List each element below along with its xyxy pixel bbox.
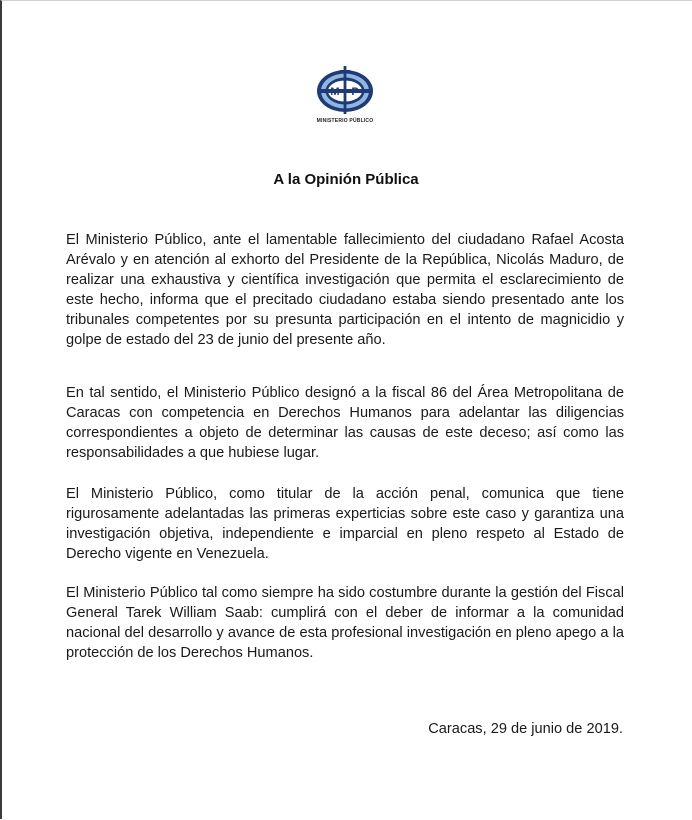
logo-initial-m: M <box>330 86 340 98</box>
paragraph-4: El Ministerio Público tal como siempre ha sido costumbre durante la gestión del Fiscal General Tarek William Saab: cumplirá con el deber de informar a la comunidad nacional del desarrollo y avance de esta profesional investigación en pleno apego a la protección de los Derechos Humanos. <box>66 585 624 661</box>
mp-emblem-icon <box>300 64 390 118</box>
logo-caption: MINISTERIO PÚBLICO <box>316 118 374 124</box>
paragraph-1: El Ministerio Público, ante el lamentable fallecimiento del ciudadano Rafael Acosta Arévalo y en atención al exhorto del Presidente de la República, Nicolás Maduro, de realizar una exhaustiva y científica investigación que permita el esclarecimiento de este hecho, informa que el precitado ciudadano estaba siendo presentado ante los tribunales competentes por su presunta participación en el intento de magnicidio y golpe de estado del 23 de junio del presente año. <box>66 232 624 348</box>
paragraph-3: El Ministerio Público, como titular de la acción penal, comunica que tiene rigurosamente adelantadas las primeras experticias sobre este caso y garantiza una investigación objetiva, independiente e imparcial en pleno respeto al Estado de Derecho vigente en Venezuela. <box>66 486 624 562</box>
document-title: A la Opinión Pública <box>273 171 419 188</box>
ministerio-publico-logo <box>300 64 390 128</box>
logo-initial-p: P <box>351 86 359 98</box>
place-and-date: Caracas, 29 de junio de 2019. <box>428 721 623 737</box>
paragraph-2: En tal sentido, el Ministerio Público designó a la fiscal 86 del Área Metropolitana de Caracas con competencia en Derechos Humanos para adelantar las diligencias correspondientes a objeto de determinar las causas de este deceso; así como las responsabilidades a que hubiese lugar. <box>66 385 624 461</box>
